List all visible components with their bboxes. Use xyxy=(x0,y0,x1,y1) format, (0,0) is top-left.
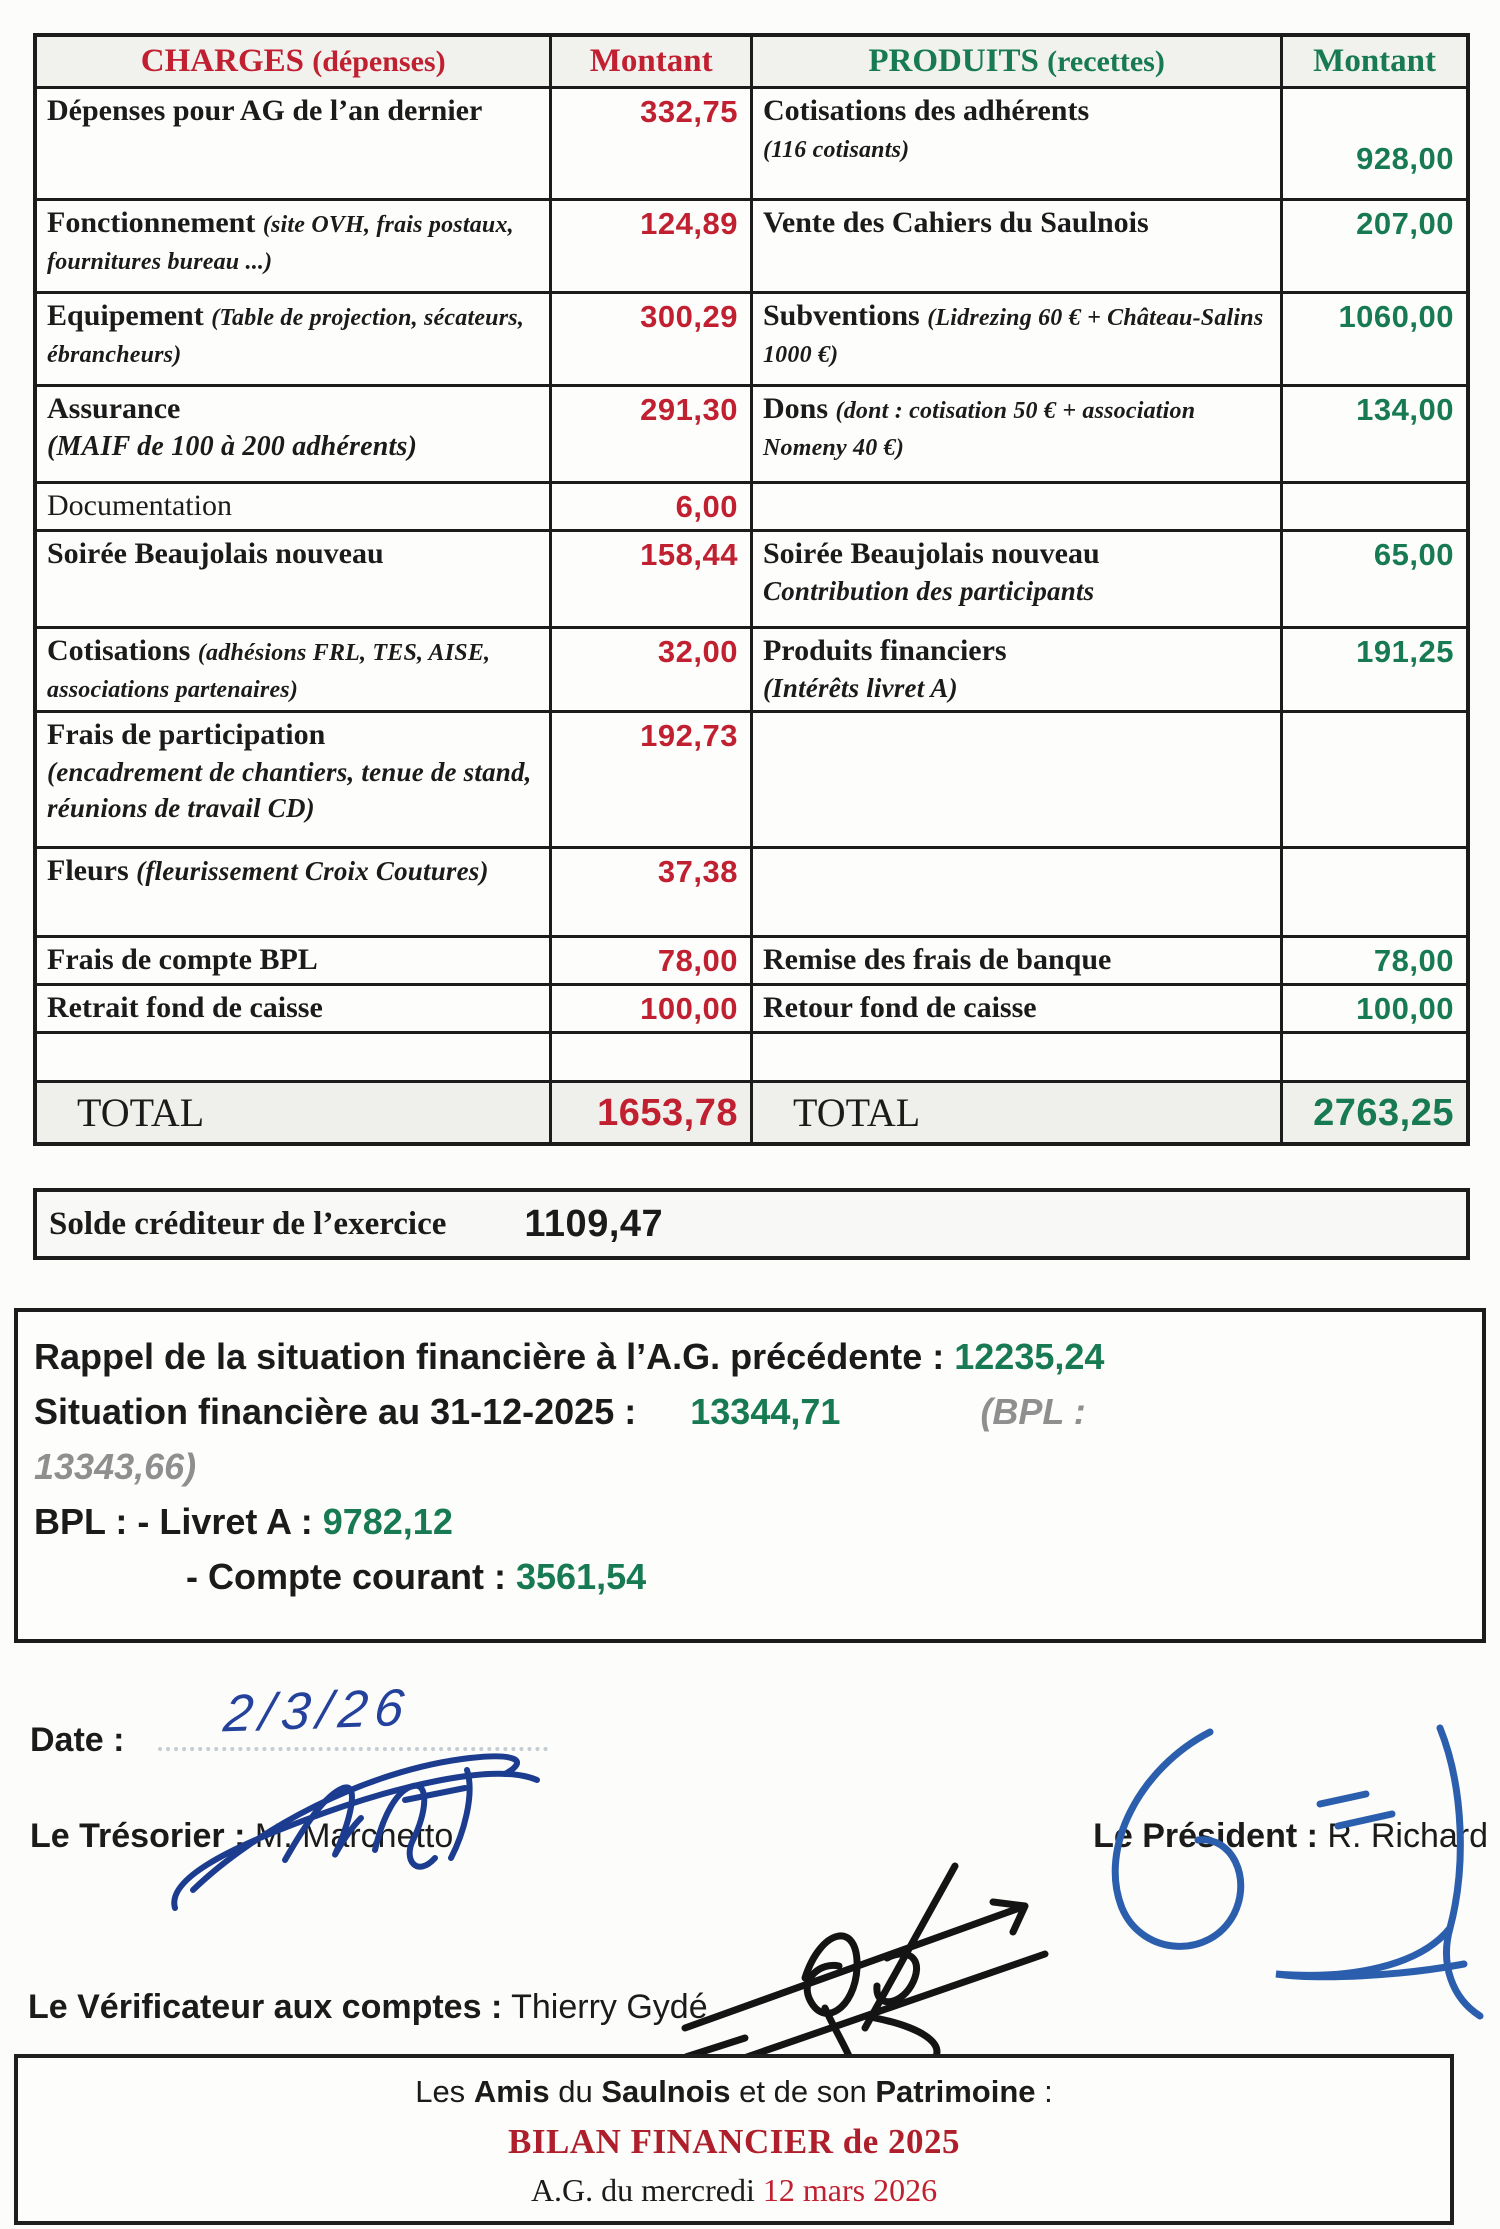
charge-title: Cotisations xyxy=(47,634,191,667)
charge-amount: 291,30 xyxy=(551,386,752,483)
produit-note: (Intérêts livret A) xyxy=(762,672,958,703)
charge-note: (encadrement de chantiers, tenue de stand, réunions de travail CD) xyxy=(47,756,532,824)
charge-title: Frais de compte BPL xyxy=(47,943,318,977)
charge-note: (fleurissement Croix Coutures) xyxy=(136,856,489,887)
charges-header xyxy=(35,35,551,88)
produit-title: Produits financiers xyxy=(762,634,1007,667)
charge-cell xyxy=(35,200,551,293)
rappel-label: Rappel de la situation financière à l’A.G. précédente : xyxy=(34,1336,945,1378)
table-row-empty xyxy=(35,1033,1468,1082)
produit-title: Dons xyxy=(762,392,829,425)
bpl-compte-line xyxy=(34,1554,1466,1599)
produit-amount: 78,00 xyxy=(1282,937,1468,985)
situation-label: Situation financière au 31-12-2025 : xyxy=(34,1391,637,1433)
charge-amount: 6,00 xyxy=(551,483,752,531)
table-row xyxy=(35,531,1468,628)
produit-title: Cotisations des adhérents xyxy=(762,94,1090,127)
charge-cell xyxy=(35,293,551,386)
charge-title: Equipement xyxy=(47,299,204,332)
produit-cell xyxy=(751,712,1281,848)
ag-date-red: 12 mars 2026 xyxy=(762,2172,938,2208)
produit-amount: 1060,00 xyxy=(1282,293,1468,386)
produit-amount: 65,00 xyxy=(1282,531,1468,628)
table-header-row xyxy=(35,35,1468,88)
charge-amount: 78,00 xyxy=(551,937,752,985)
produit-amount: 100,00 xyxy=(1282,985,1468,1033)
bpl-note-close: 13343,66) xyxy=(34,1446,197,1488)
rappel-value: 12235,24 xyxy=(954,1336,1105,1378)
charge-title: Soirée Beaujolais nouveau xyxy=(47,537,384,570)
charge-amount: 158,44 xyxy=(551,531,752,628)
table-row xyxy=(35,386,1468,483)
produits-header-title: PRODUITS xyxy=(868,43,1039,79)
produit-cell xyxy=(751,200,1281,293)
produit-title: Vente des Cahiers du Saulnois xyxy=(762,206,1149,239)
charge-note: (Table de projection, sécateurs, ébrancheurs) xyxy=(47,305,525,368)
charge-amount: 37,38 xyxy=(551,848,752,937)
charge-note: (MAIF de 100 à 200 adhérents) xyxy=(47,430,418,462)
charge-cell xyxy=(35,848,551,937)
produit-cell xyxy=(751,531,1281,628)
charges-header-title: CHARGES xyxy=(140,43,304,79)
charges-header-sub: (dépenses) xyxy=(312,45,446,78)
situation-value: 13344,71 xyxy=(690,1391,841,1433)
bpl-compte-value: 3561,54 xyxy=(516,1556,647,1598)
charge-cell xyxy=(35,88,551,200)
charge-title: Dépenses pour AG de l’an dernier xyxy=(47,94,483,127)
produit-title: Remise des frais de banque xyxy=(762,943,1112,977)
financial-summary-box xyxy=(14,1308,1486,1643)
bpl-compte-label: - Compte courant : xyxy=(186,1556,506,1598)
bpl-livret-label: BPL : - Livret A : xyxy=(34,1501,313,1543)
verifier-line xyxy=(28,1988,1500,2027)
verifier-label: Le Vérificateur aux comptes : xyxy=(28,1988,503,2027)
charge-cell xyxy=(35,628,551,712)
produit-cell xyxy=(751,848,1281,937)
date-line xyxy=(30,1678,1500,1763)
charge-amount: 300,29 xyxy=(551,293,752,386)
footer-title-box xyxy=(14,2054,1454,2225)
charge-title: Documentation xyxy=(47,489,232,522)
charge-cell xyxy=(35,937,551,985)
charge-amount xyxy=(551,1033,752,1082)
produit-amount: 928,00 xyxy=(1282,88,1468,200)
president-name: R. Richard xyxy=(1327,1817,1488,1856)
table-row xyxy=(35,848,1468,937)
produit-title: Soirée Beaujolais nouveau xyxy=(762,537,1100,570)
rappel-line xyxy=(34,1334,1466,1379)
handwritten-date: 2/3/26 xyxy=(221,1678,415,1744)
produit-cell xyxy=(751,628,1281,712)
charge-cell xyxy=(35,483,551,531)
produit-cell xyxy=(751,985,1281,1033)
charge-title: Frais de participation xyxy=(47,718,326,752)
produit-amount xyxy=(1282,1033,1468,1082)
table-row xyxy=(35,293,1468,386)
president-label: Le Président : xyxy=(1093,1817,1318,1856)
treasurer-label: Le Trésorier : xyxy=(30,1817,246,1856)
produit-amount: 191,25 xyxy=(1282,628,1468,712)
charge-title: Retrait fond de caisse xyxy=(47,991,323,1025)
date-dotted-line xyxy=(158,1678,548,1751)
charge-note: (adhésions FRL, TES, AISE, associations partenaires) xyxy=(47,640,491,703)
produit-amount xyxy=(1282,848,1468,937)
produit-note: (116 cotisants) xyxy=(762,136,910,163)
total-amount-charges: 1653,78 xyxy=(551,1082,752,1145)
produit-note: Contribution des participants xyxy=(762,575,1095,606)
charge-cell xyxy=(35,1033,551,1082)
date-label: Date : xyxy=(30,1721,125,1760)
solde-box xyxy=(33,1188,1470,1260)
charge-note: (site OVH, frais postaux, fournitures bureau ...) xyxy=(47,212,514,275)
table-row xyxy=(35,712,1468,848)
charges-produits-table xyxy=(33,33,1470,1146)
bpl-livret-line xyxy=(34,1499,1466,1544)
montant-left-header: Montant xyxy=(551,35,752,88)
charge-amount: 192,73 xyxy=(551,712,752,848)
verifier-name: Thierry Gydé xyxy=(511,1988,708,2027)
table-row xyxy=(35,88,1468,200)
produit-cell xyxy=(751,386,1281,483)
charge-title: Fonctionnement xyxy=(47,206,256,239)
table-row xyxy=(35,985,1468,1033)
situation-line xyxy=(34,1389,1466,1434)
table-row xyxy=(35,628,1468,712)
charge-title: Assurance xyxy=(47,392,181,425)
total-label-produits: TOTAL xyxy=(751,1082,1281,1145)
president-caption xyxy=(1093,1817,1488,1856)
total-amount-produits: 2763,25 xyxy=(1282,1082,1468,1145)
solde-amount: 1109,47 xyxy=(524,1202,664,1245)
montant-right-header: Montant xyxy=(1282,35,1468,88)
solde-label: Solde créditeur de l’exercice xyxy=(49,1205,447,1242)
produit-cell xyxy=(751,483,1281,531)
total-label-charges: TOTAL xyxy=(35,1082,551,1145)
report-title: BILAN FINANCIER de 2025 xyxy=(508,2122,960,2161)
produit-cell xyxy=(751,1033,1281,1082)
produit-amount: 207,00 xyxy=(1282,200,1468,293)
produit-note: (Lidrezing 60 € + Château-Salins 1000 €) xyxy=(762,305,1264,368)
charge-cell xyxy=(35,985,551,1033)
charge-amount: 332,75 xyxy=(551,88,752,200)
produit-cell xyxy=(751,88,1281,200)
produits-header xyxy=(751,35,1281,88)
charge-cell xyxy=(35,712,551,848)
produit-cell xyxy=(751,937,1281,985)
table-row xyxy=(35,483,1468,531)
treasurer-name: M. Marchetto xyxy=(254,1817,454,1856)
produit-amount xyxy=(1282,712,1468,848)
charge-amount: 32,00 xyxy=(551,628,752,712)
produit-title: Subventions xyxy=(762,299,920,332)
produit-amount: 134,00 xyxy=(1282,386,1468,483)
association-name-line: Les Amis du Saulnois et de son Patrimoine : xyxy=(415,2074,1053,2109)
charge-cell xyxy=(35,531,551,628)
charge-amount: 100,00 xyxy=(551,985,752,1033)
bpl-livret-value: 9782,12 xyxy=(322,1501,453,1543)
produit-cell xyxy=(751,293,1281,386)
produit-title: Retour fond de caisse xyxy=(762,991,1037,1025)
table-row xyxy=(35,937,1468,985)
produits-header-sub: (recettes) xyxy=(1047,45,1165,78)
officers-line xyxy=(30,1817,1500,1856)
produit-note: (dont : cotisation 50 € + association Nomeny 40 €) xyxy=(762,398,1196,461)
ag-date-line xyxy=(28,2172,1440,2209)
charge-cell xyxy=(35,386,551,483)
ag-date-black: A.G. du mercredi xyxy=(530,2172,763,2208)
table-row xyxy=(35,200,1468,293)
produit-amount xyxy=(1282,483,1468,531)
treasurer-caption xyxy=(30,1817,453,1856)
table-total-row xyxy=(35,1082,1468,1145)
bpl-note-open: (BPL : xyxy=(980,1391,1086,1433)
charge-amount: 124,89 xyxy=(551,200,752,293)
charge-title: Fleurs xyxy=(47,854,129,888)
